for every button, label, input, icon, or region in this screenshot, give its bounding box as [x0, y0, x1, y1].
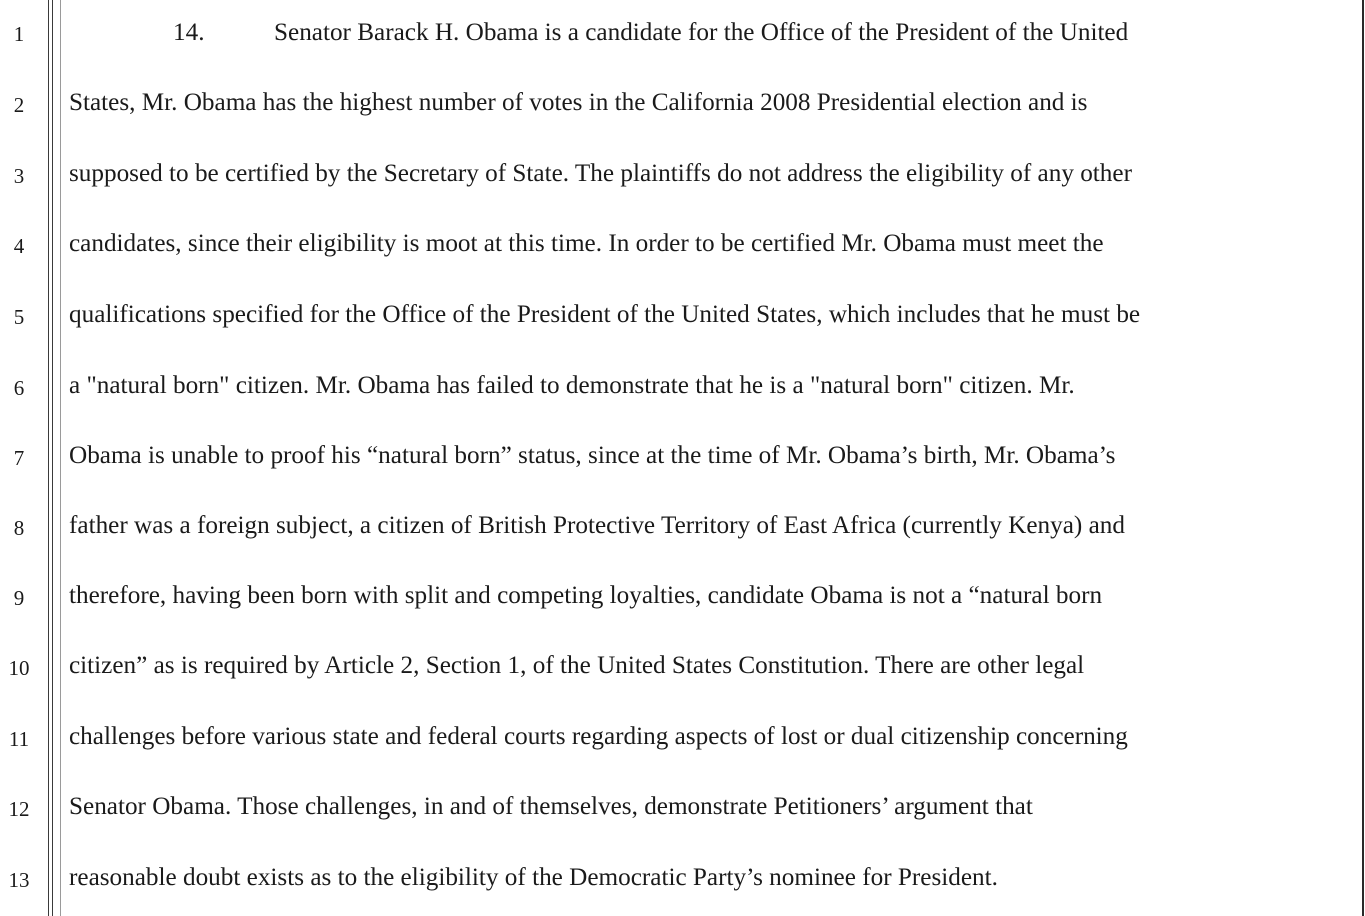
text-line: a "natural born" citizen. Mr. Obama has failed to demonstrate that he is a "natural born" citizen. Mr.	[69, 372, 1075, 399]
margin-rule-faint	[60, 0, 61, 916]
text-line: States, Mr. Obama has the highest number of votes in the California 2008 Presidential election and is	[69, 89, 1088, 116]
line-number: 2	[13, 93, 25, 117]
line-number: 1	[13, 22, 25, 46]
line-number: 10	[8, 656, 30, 680]
line-number: 5	[13, 305, 25, 329]
line-text: Senator Barack H. Obama is a candidate for the Office of the President of the United	[274, 19, 1129, 46]
line-number: 9	[13, 586, 25, 610]
line-number: 6	[13, 376, 25, 400]
text-line: therefore, having been born with split and competing loyalties, candidate Obama is not a “natural born	[69, 582, 1103, 609]
text-line: Senator Obama. Those challenges, in and of themselves, demonstrate Petitioners’ argument that	[69, 793, 1033, 820]
text-line: Obama is unable to proof his “natural born” status, since at the time of Mr. Obama’s birth, Mr. Obama’s	[69, 442, 1116, 469]
paragraph-number: 14.	[173, 19, 205, 46]
line-number: 4	[13, 234, 25, 258]
text-line: challenges before various state and federal courts regarding aspects of lost or dual citizenship concerning	[69, 723, 1128, 750]
line-number: 11	[8, 727, 30, 751]
text-line: candidates, since their eligibility is moot at this time. In order to be certified Mr. Obama must meet the	[69, 230, 1104, 257]
text-line: supposed to be certified by the Secretary of State. The plaintiffs do not address the eligibility of any other	[69, 160, 1132, 187]
line-number: 13	[8, 868, 30, 892]
line-number: 8	[13, 516, 25, 540]
text-line: father was a foreign subject, a citizen of British Protective Territory of East Africa (currently Kenya) and	[69, 512, 1125, 539]
text-line: reasonable doubt exists as to the eligibility of the Democratic Party’s nominee for President.	[69, 864, 998, 891]
margin-rule-outer	[48, 0, 49, 916]
text-line: citizen” as is required by Article 2, Section 1, of the United States Constitution. There are other legal	[69, 652, 1085, 679]
line-number: 7	[13, 446, 25, 470]
line-number: 12	[8, 797, 30, 821]
text-line	[69, 18, 1361, 48]
margin-rule-inner	[52, 0, 53, 916]
text-line: qualifications specified for the Office of the President of the United States, which includes that he must be	[69, 301, 1141, 328]
line-number: 3	[13, 164, 25, 188]
right-margin-rule	[1362, 0, 1364, 916]
